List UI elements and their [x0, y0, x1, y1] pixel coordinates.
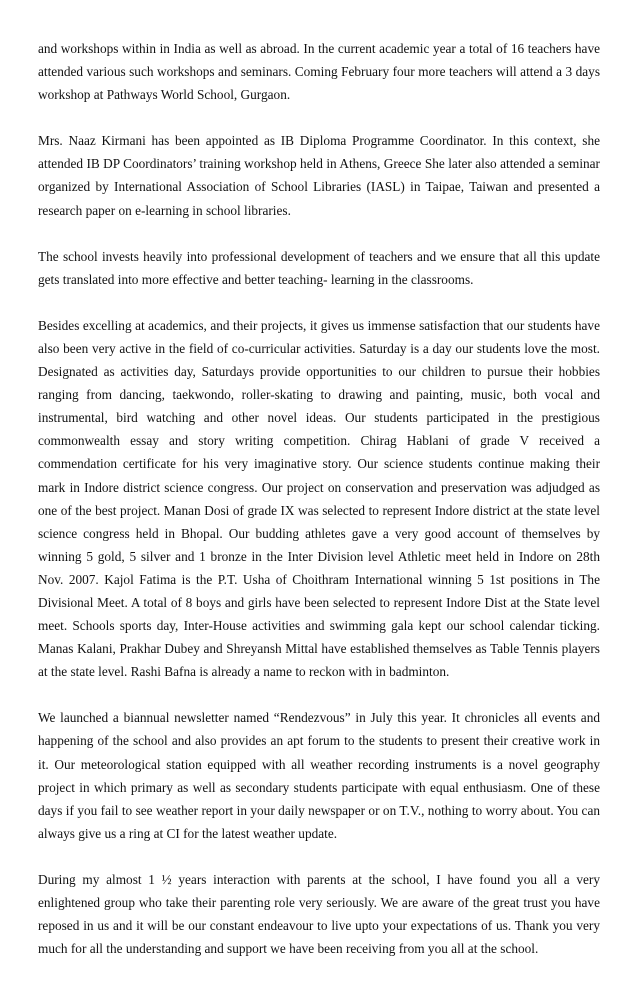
document-page [38, 37, 600, 983]
paragraph-ib-coordinator: Mrs. Naaz Kirmani has been appointed as IB Diploma Programme Coordinator. In this context, she attended IB DP Coordinators’ training workshop held in Athens, Greece She later also attended a seminar organized by International Association of School Libraries (IASL) in Taipae, Taiwan and presented a research paper on e-learning in school libraries. [38, 133, 600, 218]
paragraph-co-curricular: Besides excelling at academics, and their projects, it gives us immense satisfaction that our students have also been very active in the field of co-curricular activities. Saturday is a day our students love the most. Designated as activities day, Saturdays provide opportunities to our children to pursue their hobbies ranging from dancing, taekwondo, roller-skating to drawing and painting, music, both vocal and instrumental, bird watching and other novel ideas. Our students participated in the prestigious commonwealth essay and story writing competition. Chirag Hablani of grade V received a commendation certificate for his very imaginative story. Our science students continue making their mark in Indore district science congress. Our project on conservation and preservation was adjudged as one of the best project. Manan Dosi of grade IX was selected to represent Indore district at the state level science congress held in Bhopal. Our budding athletes gave a very good account of themselves by winning 5 gold, 5 silver and 1 bronze in the Inter Division level Athletic meet held in Indore on 28th Nov. 2007. Kajol Fatima is the P.T. Usha of Choithram International winning 5 1st positions in The Divisional Meet. A total of 8 boys and girls have been selected to represent Indore Dist at the State level meet. Schools sports day, Inter-House activities and swimming gala kept our school calendar ticking. Manas Kalani, Prakhar Dubey and Shreyansh Mittal have established themselves as Table Tennis players at the state level. Rashi Bafna is already a name to reckon with in badminton. [38, 317, 600, 680]
paragraph-newsletter: We launched a biannual newsletter named “Rendezvous” in July this year. It chronicles all events and happening of the school and also provides an apt forum to the students to present their creative work in it. Our meteorological station equipped with all weather recording instruments is a novel geography project in which primary as well as secondary students participate with equal enthusiasm. One of these days if you fail to see weather report in your daily newspaper or on T.V., nothing to worry about. You can always give us a ring at CI for the latest weather update. [38, 710, 600, 841]
paragraph-workshops: and workshops within in India as well as abroad. In the current academic year a total of 16 teachers have attended various such workshops and seminars. Coming February four more teachers will attend a 3 days workshop at Pathways World School, Gurgaon. [38, 41, 600, 103]
paragraph-parents: During my almost 1 ½ years interaction with parents at the school, I have found you all a very enlightened group who take their parenting role very seriously. We are aware of the great trust you have reposed in us and it will be our constant endeavour to live upto your expectations of us. Thank you very much for all the understanding and support we have been receiving from you all at the school. [38, 871, 600, 957]
paragraph-professional-development: The school invests heavily into professional development of teachers and we ensure that all this update gets translated into more effective and better teaching- learning in the classrooms. [38, 248, 600, 287]
